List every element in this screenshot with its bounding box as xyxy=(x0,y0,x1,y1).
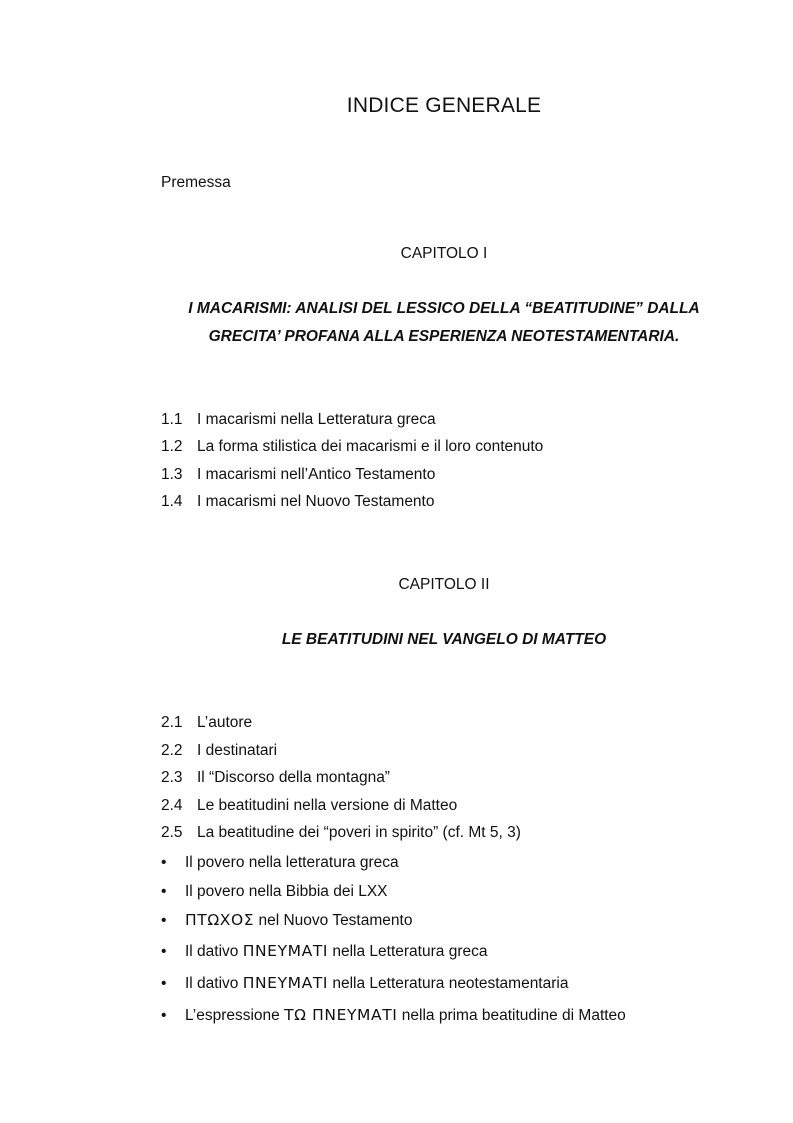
section-number: 1.4 xyxy=(161,493,183,510)
bullet-icon: • xyxy=(161,912,167,929)
bullet-text: L’espressione xyxy=(185,1007,285,1024)
section-number: 1.3 xyxy=(161,466,183,483)
page-title: INDICE GENERALE xyxy=(346,94,542,117)
bullet-entry xyxy=(161,1006,626,1025)
bullet-text: Il dativo xyxy=(185,943,243,960)
section-title: Le beatitudini nella versione di Matteo xyxy=(197,797,458,814)
bullet-entry xyxy=(161,942,487,961)
section-title: I macarismi nel Nuovo Testamento xyxy=(197,493,435,510)
toc-entry xyxy=(161,742,277,760)
bullet-text: Il povero nella Bibbia dei LXX xyxy=(185,883,388,900)
chapter-2-label: CAPITOLO II xyxy=(398,576,490,593)
section-title: I macarismi nell’Antico Testamento xyxy=(197,466,436,483)
toc-entry xyxy=(161,411,436,429)
toc-entry xyxy=(161,797,457,815)
bullet-entry xyxy=(161,974,568,993)
section-number: 2.2 xyxy=(161,742,183,759)
section-number: 2.3 xyxy=(161,769,183,786)
toc-entry xyxy=(161,493,434,511)
section-title: I destinatari xyxy=(197,742,278,759)
chapter-2-title: LE BEATITUDINI NEL VANGELO DI MATTEO xyxy=(281,631,607,648)
toc-entry xyxy=(161,466,435,484)
toc-entry xyxy=(161,714,252,732)
greek-term: ΠΝΕΥΜΑΤΙ xyxy=(242,942,329,960)
greek-term: ΠΝΕΥΜΑΤΙ xyxy=(242,974,329,992)
toc-entry xyxy=(161,769,390,787)
bullet-entry xyxy=(161,853,399,872)
section-title: L’autore xyxy=(197,714,253,731)
bullet-text-tail: nella Letteratura greca xyxy=(328,943,488,960)
toc-entry-premessa: Premessa xyxy=(161,174,231,191)
bullet-entry xyxy=(161,882,388,901)
toc-entry xyxy=(161,438,543,456)
bullet-icon: • xyxy=(161,854,167,871)
greek-term: ΤΩ ΠΝΕΥΜΑΤΙ xyxy=(284,1006,398,1024)
section-title: La forma stilistica dei macarismi e il loro contenuto xyxy=(197,438,544,455)
bullet-text-tail: nel Nuovo Testamento xyxy=(254,912,413,929)
toc-entry xyxy=(161,824,521,842)
section-title: I macarismi nella Letteratura greca xyxy=(197,411,436,428)
bullet-text: Il dativo xyxy=(185,975,243,992)
section-title: Il “Discorso della montagna” xyxy=(197,769,390,786)
section-number: 2.1 xyxy=(161,714,183,731)
section-title: La beatitudine dei “poveri in spirito” (cf. Mt 5, 3) xyxy=(197,824,521,841)
bullet-text-tail: nella prima beatitudine di Matteo xyxy=(397,1007,626,1024)
bullet-icon: • xyxy=(161,1007,167,1024)
section-number: 2.4 xyxy=(161,797,183,814)
bullet-text: Il povero nella letteratura greca xyxy=(185,854,399,871)
bullet-icon: • xyxy=(161,883,167,900)
chapter-1-title-line-1: I MACARISMI: ANALISI DEL LESSICO DELLA “BEATITUDINE” DALLA xyxy=(188,300,700,317)
section-number: 1.1 xyxy=(161,411,183,428)
bullet-text-tail: nella Letteratura neotestamentaria xyxy=(328,975,569,992)
greek-term: ΠΤΩΧΟΣ xyxy=(185,911,255,929)
chapter-1-label: CAPITOLO I xyxy=(400,245,488,262)
bullet-icon: • xyxy=(161,943,167,960)
chapter-1-title-line-2: GRECITA’ PROFANA ALLA ESPERIENZA NEOTESTAMENTARIA. xyxy=(208,328,680,345)
section-number: 1.2 xyxy=(161,438,183,455)
bullet-entry xyxy=(161,911,412,930)
section-number: 2.5 xyxy=(161,824,183,841)
bullet-icon: • xyxy=(161,975,167,992)
